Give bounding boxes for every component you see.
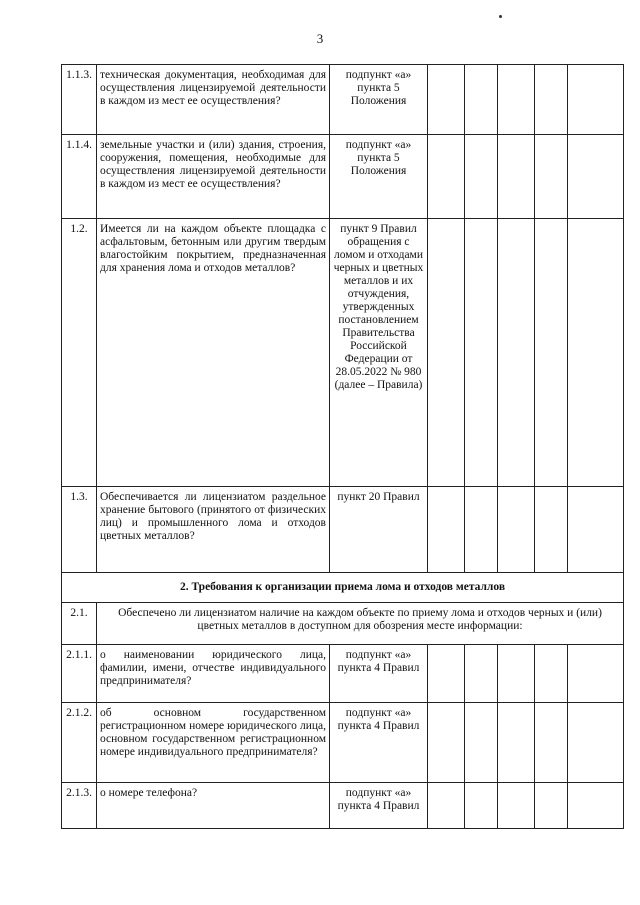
answer-cell-yes[interactable]	[428, 703, 465, 783]
question-text: о наименовании юридического лица, фамилии, имени, отчестве индивидуального предпринимателя?	[97, 645, 330, 703]
comment-cell[interactable]	[568, 703, 624, 783]
row-number: 1.3.	[62, 487, 97, 573]
answer-cell-extra[interactable]	[535, 135, 568, 219]
table-row	[62, 219, 624, 487]
question-text: об основном государственном регистрационном номере юридического лица, основном государственном регистрационном номере индивидуального предпринимателя?	[97, 703, 330, 783]
answer-cell-extra[interactable]	[535, 487, 568, 573]
checklist-table	[61, 64, 624, 829]
answer-cell-na[interactable]	[498, 703, 535, 783]
legal-reference: подпункт «а» пункта 5 Положения	[330, 135, 428, 219]
legal-reference: пункт 20 Правил	[330, 487, 428, 573]
answer-cell-no[interactable]	[465, 703, 498, 783]
answer-cell-na[interactable]	[498, 487, 535, 573]
answer-cell-no[interactable]	[465, 65, 498, 135]
answer-cell-yes[interactable]	[428, 65, 465, 135]
question-text: о номере телефона?	[97, 783, 330, 829]
answer-cell-no[interactable]	[465, 219, 498, 487]
table-row	[62, 135, 624, 219]
table-row	[62, 645, 624, 703]
answer-cell-yes[interactable]	[428, 645, 465, 703]
answer-cell-na[interactable]	[498, 135, 535, 219]
table-row	[62, 703, 624, 783]
answer-cell-extra[interactable]	[535, 65, 568, 135]
question-text: техническая документация, необходимая для осуществления лицензируемой деятельности в каждом из мест ее осуществления?	[97, 65, 330, 135]
section-header-row	[62, 573, 624, 603]
answer-cell-yes[interactable]	[428, 135, 465, 219]
comment-cell[interactable]	[568, 487, 624, 573]
answer-cell-na[interactable]	[498, 645, 535, 703]
question-text: Имеется ли на каждом объекте площадка с асфальтовым, бетонным или другим твердым влагостойким покрытием, предназначенная для хранения лома и отходов металлов?	[97, 219, 330, 487]
scan-speck	[499, 15, 502, 18]
row-number: 2.1.1.	[62, 645, 97, 703]
question-text: Обеспечивается ли лицензиатом раздельное хранение бытового (принятого от физических лиц) и промышленного лома и отходов цветных металлов?	[97, 487, 330, 573]
table-row	[62, 603, 624, 645]
answer-cell-na[interactable]	[498, 783, 535, 829]
table-row	[62, 487, 624, 573]
comment-cell[interactable]	[568, 65, 624, 135]
page-number: 3	[316, 31, 324, 46]
answer-cell-extra[interactable]	[535, 783, 568, 829]
answer-cell-no[interactable]	[465, 783, 498, 829]
comment-cell[interactable]	[568, 219, 624, 487]
answer-cell-yes[interactable]	[428, 219, 465, 487]
answer-cell-extra[interactable]	[535, 703, 568, 783]
answer-cell-na[interactable]	[498, 65, 535, 135]
comment-cell[interactable]	[568, 783, 624, 829]
row-number: 1.1.3.	[62, 65, 97, 135]
legal-reference: пункт 9 Правил обращения с ломом и отходами черных и цветных металлов и их отчуждения, утвержденных постановлением Правительства Российской Федерации от 28.05.2022 № 980 (далее – Правила)	[330, 219, 428, 487]
answer-cell-extra[interactable]	[535, 219, 568, 487]
row-number: 2.1.3.	[62, 783, 97, 829]
comment-cell[interactable]	[568, 645, 624, 703]
row-number: 2.1.	[62, 603, 97, 645]
answer-cell-no[interactable]	[465, 645, 498, 703]
legal-reference: подпункт «а» пункта 4 Правил	[330, 645, 428, 703]
table-row	[62, 783, 624, 829]
answer-cell-no[interactable]	[465, 135, 498, 219]
answer-cell-yes[interactable]	[428, 783, 465, 829]
answer-cell-na[interactable]	[498, 219, 535, 487]
answer-cell-extra[interactable]	[535, 645, 568, 703]
legal-reference: подпункт «а» пункта 5 Положения	[330, 65, 428, 135]
row-number: 1.1.4.	[62, 135, 97, 219]
question-text: Обеспечено ли лицензиатом наличие на каждом объекте по приему лома и отходов черных и (или) цветных металлов в доступном для обозрения месте информации:	[97, 603, 624, 645]
answer-cell-no[interactable]	[465, 487, 498, 573]
row-number: 1.2.	[62, 219, 97, 487]
section-title: 2. Требования к организации приема лома и отходов металлов	[62, 573, 624, 603]
legal-reference: подпункт «а» пункта 4 Правил	[330, 783, 428, 829]
answer-cell-yes[interactable]	[428, 487, 465, 573]
question-text: земельные участки и (или) здания, строения, сооружения, помещения, необходимые для осуществления лицензируемой деятельности в каждом из мест ее осуществления?	[97, 135, 330, 219]
table-row	[62, 65, 624, 135]
comment-cell[interactable]	[568, 135, 624, 219]
row-number: 2.1.2.	[62, 703, 97, 783]
legal-reference: подпункт «а» пункта 4 Правил	[330, 703, 428, 783]
